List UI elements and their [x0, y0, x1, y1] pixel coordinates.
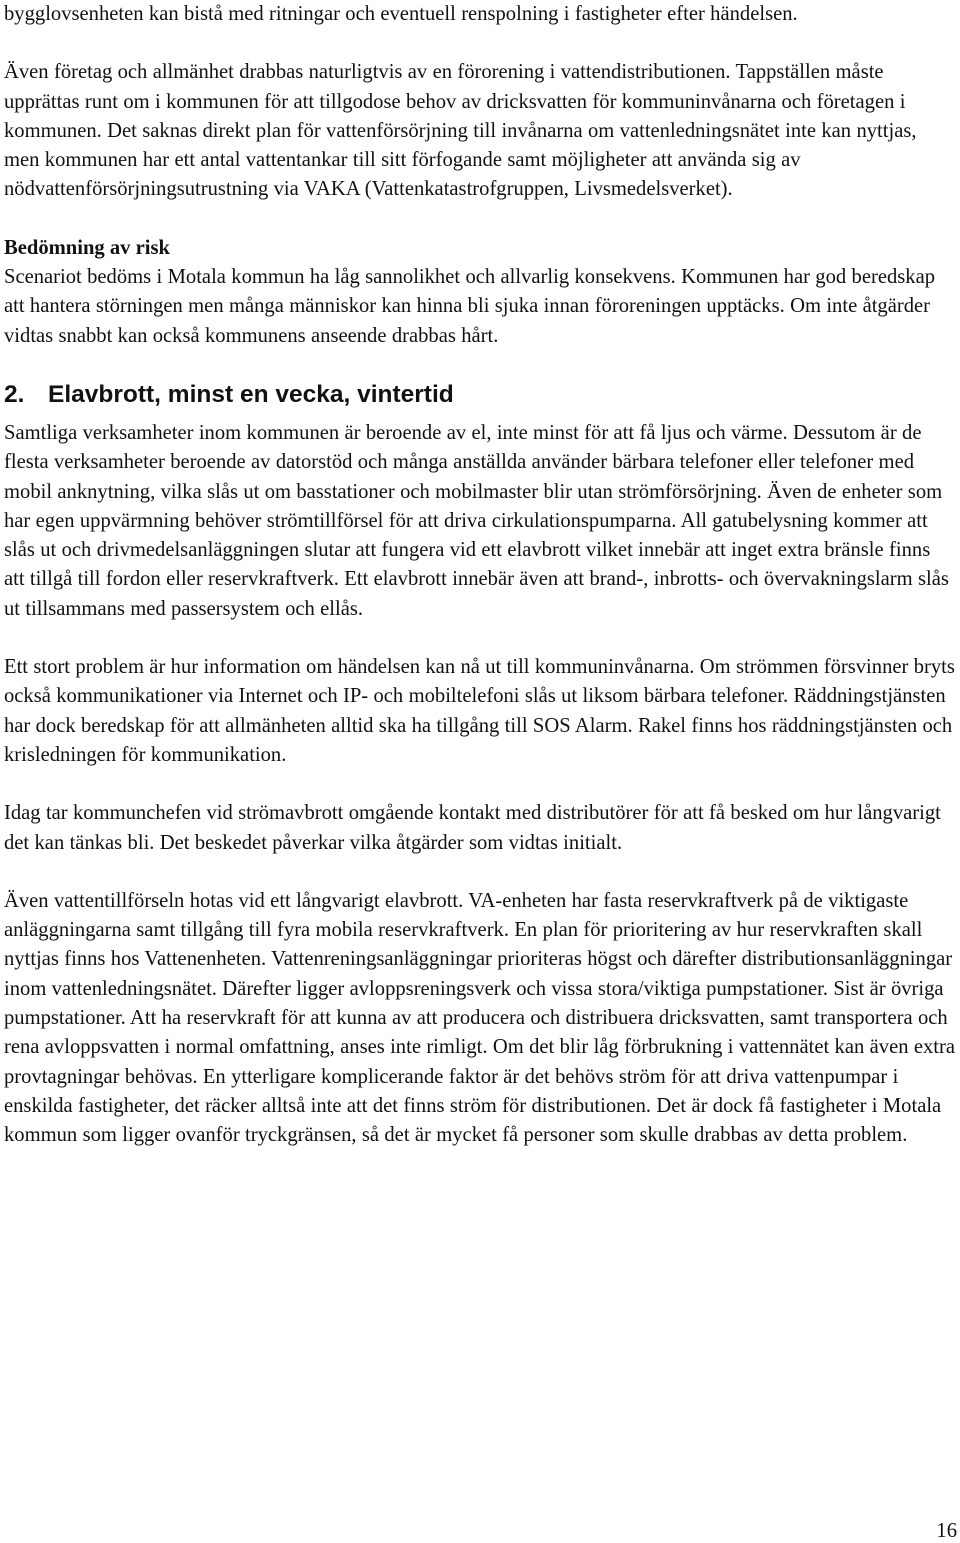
- paragraph-water-distribution: Även företag och allmänhet drabbas naturligtvis av en förorening i vattendistributionen. Tappställen måste upprättas runt om i kommunen för att tillgodose behov av dricksvatten för kommuninvånarna och företagen i kommunen. Det saknas direkt plan för vattenförsörjning till invånarna om vattenledningsnätet inte kan nyttjas, men kommunen har ett antal vattentankar till sitt förfogande samt möjligheter att använda sig av nödvattenförsörjningsutrustning via VAKA (Vattenkatastrofgruppen, Livsmedelsverket).: [4, 61, 917, 201]
- page-content: [4, 0, 956, 1151]
- section-title: Elavbrott, minst en vecka, vintertid: [48, 380, 454, 408]
- paragraph-spacer: [4, 205, 956, 234]
- paragraph-spacer: [4, 29, 956, 58]
- risk-assessment-text: Scenariot bedöms i Motala kommun ha låg sannolikhet och allvarlig konsekvens. Kommunen har god beredskap att hantera störningen men många människor kan hinna bli sjuka innan föroreningen upptäcks. Om inte åtgärder vidtas snabbt kan också kommunens anseende drabbas hårt.: [4, 266, 936, 347]
- page-number: 16: [936, 1520, 957, 1542]
- paragraph-water-supply: Även vattentillförseln hotas vid ett långvarigt elavbrott. VA-enheten har fasta reservkraftverk på de viktigaste anläggningarna samt tillgång till fyra mobila reservkraftverk. En plan för prioritering av hur reservkraften skall nyttjas finns hos Vattenenheten. Vattenreningsanläggningar prioriteras högst och därefter distributionsanläggningar inom vattenledningsnätet. Därefter ligger avloppsreningsverk och vissa stora/viktiga pumpstationer. Sist är övriga pumpstationer. Att ha reservkraft för att kunna av att producera och distribuera dricksvatten, samt transportera och rena avloppsvatten i normal omfattning, anses inte rimligt. Om det blir låg förbrukning i vattennätet kan även extra provtagningar behövas. En ytterligare komplicerande faktor är det behövs ström för att driva vattenpumpar i enskilda fastigheter, det räcker alltså inte att det finns ström för distributionen. Det är dock få fastigheter i Motala kommun som ligger ovanför tryckgränsen, så det är mycket få personer som skulle drabbas av detta problem.: [4, 889, 956, 1147]
- paragraph-information: Ett stort problem är hur information om händelsen kan nå ut till kommuninvånarna. Om strömmen försvinner bryts också kommunikationer via Internet och IP- och mobiltelefoni slås ut liksom bärbara telefoner. Räddningstjänsten har dock beredskap för att allmänheten alltid ska ha tillgång till SOS Alarm. Rakel finns hos räddningstjänsten och krisledningen för kommunikation.: [4, 656, 955, 766]
- paragraph-spacer: [4, 624, 956, 653]
- section-spacer: [4, 351, 956, 379]
- paragraph-spacer: [4, 858, 956, 887]
- paragraph-intro: bygglovsenheten kan bistå med ritningar och eventuell renspolning i fastigheter efter händelsen.: [4, 3, 798, 25]
- section-number: 2.: [4, 380, 25, 408]
- risk-heading: Bedömning av risk: [4, 236, 170, 259]
- section-heading: [4, 379, 956, 411]
- paragraph-municipal-chief: Idag tar kommunchefen vid strömavbrott omgående kontakt med distributörer för att få besked om hur långvarigt det kan tänkas bli. Det beskedet påverkar vilka åtgärder som vidtas initialt.: [4, 802, 941, 854]
- paragraph-spacer: [4, 770, 956, 799]
- heading-spacer: [4, 411, 956, 419]
- paragraph-power-dependency: Samtliga verksamheter inom kommunen är beroende av el, inte minst för att få ljus och värme. Dessutom är de flesta verksamheter beroende av datorstöd och många anställda använder bärbara telefoner eller telefoner med mobil anknytning, vilka slås ut om basstationer och mobilmaster blir utan strömförsörjning. Även de enheter som har egen uppvärmning behöver strömtillförsel för att driva cirkulationspumparna. All gatubelysning kommer att slås ut och drivmedelsanläggningen slutar att fungera vid ett elavbrott vilket innebär att inget extra bränsle finns att tillgå till fordon eller reservkraftverk. Ett elavbrott innebär även att brand-, inbrotts- och övervakningslarm slås ut tillsammans med passersystem och ellås.: [4, 421, 949, 620]
